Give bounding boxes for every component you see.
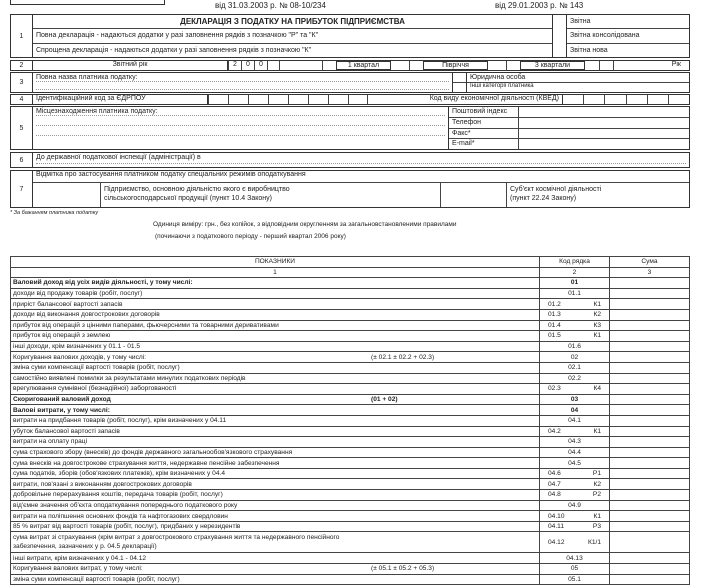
- declaration-title: ДЕКЛАРАЦІЯ З ПОДАТКУ НА ПРИБУТОК ПІДПРИЄМСТВА: [33, 15, 552, 29]
- row-label: [11, 479, 540, 490]
- row-label-text: самостійно виявлені помилки за результатами минулих податкових періодів: [13, 374, 246, 382]
- row-label: [11, 384, 540, 395]
- table-row: [11, 521, 690, 532]
- row-label-text: приріст балансової вартості запасів: [13, 300, 123, 308]
- row-label: [11, 458, 540, 469]
- row-label-text: 85 % витрат від вартості товарів (робіт, послуг), придбаних у нерезидентів: [13, 523, 241, 531]
- row-code-text: 01.4: [548, 321, 561, 329]
- row-code-text: 03: [570, 396, 579, 404]
- table-row: [11, 299, 690, 310]
- row-code: [540, 521, 610, 532]
- sum-input[interactable]: [610, 426, 690, 437]
- row-label: [11, 394, 540, 405]
- table-row: [11, 426, 690, 437]
- stamp-box: [10, 0, 165, 5]
- row-label-text: Коригування валових витрат, у тому числі:: [13, 565, 143, 573]
- row-code-text: 02.1: [568, 364, 581, 372]
- row-label-text: інші доходи, крім визначених у 01.1 - 01.5: [13, 343, 141, 351]
- row-mark: Р3: [592, 523, 601, 531]
- table-row: [11, 447, 690, 458]
- section-number: 6: [11, 153, 33, 167]
- year-digit[interactable]: 2: [228, 61, 241, 70]
- row-code: [540, 511, 610, 522]
- row-mark: Р1: [592, 470, 601, 478]
- fax-label: Факс*: [449, 129, 519, 139]
- sum-input[interactable]: [610, 394, 690, 405]
- agri-producer-label: Підприємство, основною діяльністю якого є виробництво: [104, 186, 290, 193]
- checkbox[interactable]: [322, 61, 336, 70]
- year-digit[interactable]: 0: [254, 61, 267, 70]
- row-code-text: 04.4: [568, 448, 581, 456]
- row-code-text: 01.3: [548, 311, 561, 319]
- email-input[interactable]: [519, 139, 689, 149]
- row-label-text: сума внесків на довгострокове страхування життя, недержавне пенсійне забезпечення: [13, 459, 280, 467]
- checkbox[interactable]: [453, 73, 466, 83]
- row-code-text: 04.3: [568, 438, 581, 446]
- sum-input[interactable]: [610, 320, 690, 331]
- row-label-text: сума страхового збору (внесків) до фондів державного загальнообов'язкового страхування: [13, 448, 293, 456]
- sum-input[interactable]: [610, 373, 690, 384]
- row-label-text: витрати, пов'язані з виконанням довгострокових договорів: [13, 480, 192, 488]
- row-code: [540, 341, 610, 352]
- row-formula: (± 05.1 ± 05.2 + 05.3): [371, 565, 435, 573]
- row-label: [11, 500, 540, 511]
- column-number: 2: [540, 267, 610, 278]
- row-label-text: зміна суми компенсації вартості товарів (робіт, послуг): [13, 575, 180, 583]
- row-code: [540, 458, 610, 469]
- row-label-text: Валовий доход від усіх видів діяльності, у тому числі:: [13, 279, 193, 287]
- agri-producer-ref: сільськогосподарської продукції (пункт 10.4 Закону): [104, 195, 272, 202]
- row-label: [11, 331, 540, 342]
- row-code: [540, 553, 610, 564]
- row-code-text: 01.1: [568, 290, 581, 298]
- row-label-text: зміна суми компенсації вартості товарів (робіт, послуг): [13, 364, 180, 372]
- sum-input[interactable]: [610, 564, 690, 575]
- row-label-text: прибуток від операцій з цінними паперами, фьючерсними та товарними деривативами: [13, 321, 279, 329]
- row-code: [540, 331, 610, 342]
- table-row: [11, 574, 690, 585]
- sum-input[interactable]: [610, 511, 690, 522]
- row-code-text: 04.10: [548, 512, 565, 520]
- row-code-text: 02.3: [548, 385, 561, 393]
- sum-input[interactable]: [610, 500, 690, 511]
- row-label: [11, 288, 540, 299]
- postal-code-input[interactable]: [519, 107, 689, 117]
- address-field[interactable]: Місцезнаходження платника податку:: [36, 108, 445, 116]
- row-code-text: 01: [570, 279, 579, 287]
- column-number: 1: [11, 267, 540, 278]
- table-row: [11, 500, 690, 511]
- phone-label: Телефон: [449, 118, 519, 128]
- footnote: * За бажанням платника податку: [10, 210, 99, 216]
- row-label-text: сума податків, зборів (обов'язкових платежів), крім визначених у 04.4: [13, 470, 226, 478]
- row-code-text: 04.11: [548, 523, 565, 531]
- row-label-text: Коригування валових доходів, у тому числі:: [13, 353, 147, 361]
- sum-input[interactable]: [610, 331, 690, 342]
- row-label: [11, 468, 540, 479]
- section-number: 5: [11, 107, 33, 149]
- row-code: [540, 384, 610, 395]
- row-label-text: забезпечення, зазначених у р. 04.5 декларації): [13, 543, 157, 551]
- table-row: [11, 468, 690, 479]
- reference-right: від 29.01.2003 р. № 143: [495, 1, 584, 10]
- row-label-text: прибуток від операцій з землею: [13, 332, 111, 340]
- checkbox[interactable]: [506, 61, 520, 70]
- taxpayer-name-field[interactable]: Повна назва платника податку:: [36, 74, 449, 82]
- table-row: [11, 341, 690, 352]
- checkbox[interactable]: [553, 15, 567, 57]
- table-row: [11, 415, 690, 426]
- checkbox[interactable]: [409, 61, 423, 70]
- row-label: [11, 341, 540, 352]
- row-label-text: витрати на оплату праці: [13, 438, 88, 446]
- row-code: [540, 299, 610, 310]
- table-row: [11, 437, 690, 448]
- row-code-text: 01.5: [548, 332, 561, 340]
- sum-input[interactable]: [610, 521, 690, 532]
- address-line[interactable]: [36, 126, 445, 136]
- sum-input[interactable]: [610, 479, 690, 490]
- checkbox[interactable]: [441, 183, 507, 207]
- edrpou-input[interactable]: [208, 95, 368, 104]
- table-row: [11, 278, 690, 289]
- units-period-note: (починаючи з податкового періоду - перший квартал 2006 року): [155, 233, 346, 240]
- table-row: [11, 362, 690, 373]
- row-code-text: 01.6: [568, 343, 581, 351]
- sum-input[interactable]: [610, 437, 690, 448]
- row-label: [11, 521, 540, 532]
- checkbox[interactable]: [453, 83, 466, 92]
- row-code-text: 04.6: [548, 470, 561, 478]
- row-code: [540, 437, 610, 448]
- table-row: [11, 479, 690, 490]
- table-row: [11, 373, 690, 384]
- postal-code-label: Поштовий індекс: [449, 107, 519, 117]
- row-code: [540, 468, 610, 479]
- row-mark: К2: [593, 311, 601, 319]
- row-label: [11, 362, 540, 373]
- row-code-text: 01.2: [548, 300, 561, 308]
- row-label: [11, 553, 540, 564]
- period-9-months[interactable]: 3 квартали: [520, 61, 585, 70]
- table-row: [11, 405, 690, 416]
- row-label-text: доходи від продажу товарів (робіт, послуг): [13, 290, 143, 298]
- sum-input[interactable]: [610, 415, 690, 426]
- row-label: [11, 490, 540, 501]
- reporting-year-label: Звітний рік: [33, 61, 228, 70]
- column-number: 3: [610, 267, 690, 278]
- row-mark: К1: [593, 332, 601, 340]
- address-line[interactable]: [36, 116, 445, 126]
- row-label-text: Валові витрати, у тому числі:: [13, 406, 110, 414]
- row-label: [11, 532, 540, 553]
- table-row: [11, 288, 690, 299]
- row-label-text: витрати на придбання товарів (робіт, послуг), крім визначених у 04.11: [13, 417, 227, 425]
- section-2: [10, 60, 690, 71]
- units-note: Одиниця виміру: грн., без копійок, з відповідним округленням за загальновстановленими правилами: [153, 221, 457, 228]
- row-code: [540, 352, 610, 363]
- row-mark: К4: [593, 385, 601, 393]
- row-label: [11, 437, 540, 448]
- sum-input[interactable]: [610, 447, 690, 458]
- sum-input[interactable]: [610, 458, 690, 469]
- section-1: [10, 14, 690, 58]
- section-5: [10, 106, 690, 150]
- row-mark: К1: [593, 512, 601, 520]
- row-code: [540, 479, 610, 490]
- indicators-table: [10, 256, 690, 585]
- full-declaration-option[interactable]: Повна декларація - надаються додатки у разі заповнення рядків з позначкою "Р" та "К": [33, 29, 552, 43]
- row-label-text: доходи від виконання довгострокових договорів: [13, 311, 160, 319]
- table-row: [11, 309, 690, 320]
- email-label: E-mail*: [449, 139, 519, 149]
- row-mark: К1: [593, 300, 601, 308]
- row-mark: К3: [593, 321, 601, 329]
- row-code: [540, 500, 610, 511]
- kved-input[interactable]: [563, 95, 689, 104]
- type-new[interactable]: Звітна нова: [570, 46, 608, 54]
- table-row: [11, 331, 690, 342]
- table-row: [11, 394, 690, 405]
- row-code: [540, 490, 610, 501]
- sum-input[interactable]: [610, 288, 690, 299]
- row-code-text: 04.7: [548, 480, 561, 488]
- section-number: 4: [11, 95, 33, 104]
- row-code-text: 04.5: [568, 459, 581, 467]
- row-formula: (01 + 02): [371, 396, 398, 404]
- table-row: [11, 352, 690, 363]
- sum-input[interactable]: [610, 574, 690, 585]
- section-number: 3: [11, 73, 33, 92]
- year-input[interactable]: [228, 61, 292, 70]
- section-number: 1: [11, 15, 33, 57]
- section-7: [10, 170, 690, 208]
- row-code-text: 04: [570, 406, 579, 414]
- section-number: 7: [11, 171, 33, 207]
- column-header: Сума: [610, 257, 690, 268]
- row-code: [540, 309, 610, 320]
- row-label: [11, 373, 540, 384]
- period-year[interactable]: Рік: [613, 61, 689, 70]
- sum-input[interactable]: [610, 362, 690, 373]
- row-code: [540, 362, 610, 373]
- taxpayer-name-line[interactable]: [36, 82, 449, 90]
- sum-input[interactable]: [610, 299, 690, 310]
- row-label-text: убуток балансової вартості запасів: [13, 427, 120, 435]
- period-half-year[interactable]: Півріччя: [423, 61, 488, 70]
- table-row: [11, 320, 690, 331]
- row-mark: К1: [593, 427, 601, 435]
- special-regime-label: Відмітка про застосування платником податку спеціальних режимів оподаткування: [33, 171, 689, 183]
- row-code: [540, 574, 610, 585]
- row-label: [11, 511, 540, 522]
- row-code-text: 05.1: [568, 575, 581, 583]
- type-reporting[interactable]: Звітна: [567, 15, 689, 29]
- row-label: [11, 278, 540, 289]
- row-label: [11, 426, 540, 437]
- simple-declaration-option[interactable]: Спрощена декларація - надаються додатки у разі заповнення рядків з позначкою "К": [36, 46, 312, 54]
- sum-input[interactable]: [610, 532, 690, 553]
- row-code-text: 04.12: [548, 538, 565, 546]
- row-label: [11, 309, 540, 320]
- row-label: [11, 574, 540, 585]
- row-code: [540, 288, 610, 299]
- row-label-text: витрати на поліпшення основних фондів та нафтогазових свердловин: [13, 512, 228, 520]
- row-code: [540, 373, 610, 384]
- sum-input[interactable]: [610, 468, 690, 479]
- row-label: [11, 352, 540, 363]
- year-digit[interactable]: [267, 61, 280, 70]
- row-code-text: 04.9: [568, 501, 581, 509]
- sum-input[interactable]: [610, 352, 690, 363]
- sum-input[interactable]: [610, 341, 690, 352]
- row-formula: (± 02.1 ± 02.2 + 02.3): [371, 353, 435, 361]
- table-row: [11, 458, 690, 469]
- phone-input[interactable]: [519, 118, 689, 128]
- row-code-text: 02: [570, 353, 579, 361]
- row-code-text: 02.2: [568, 374, 581, 382]
- checkbox[interactable]: [33, 183, 101, 207]
- section-number: 2: [11, 61, 33, 70]
- legal-entity-option[interactable]: Юридична особа: [467, 73, 689, 83]
- table-row: [11, 553, 690, 564]
- row-label-text: сума витрат зі страхування (крім витрат з довгострокового страхування життя та недержавного пенсійного: [13, 534, 340, 542]
- row-mark: Р2: [592, 491, 601, 499]
- checkbox[interactable]: [599, 61, 613, 70]
- row-code: [540, 415, 610, 426]
- row-label: [11, 405, 540, 416]
- sum-input[interactable]: [610, 309, 690, 320]
- row-label-text: інші витрати, крім визначених у 04.1 - 04.12: [13, 554, 147, 562]
- fax-input[interactable]: [519, 129, 689, 139]
- period-q1[interactable]: 1 квартал: [336, 61, 391, 70]
- sum-input[interactable]: [610, 405, 690, 416]
- row-code: [540, 320, 610, 331]
- column-header: Код рядка: [540, 257, 610, 268]
- section-4: [10, 94, 690, 105]
- row-code: [540, 447, 610, 458]
- row-mark: К2: [593, 480, 601, 488]
- row-label: [11, 447, 540, 458]
- row-code: [540, 394, 610, 405]
- row-label: [11, 320, 540, 331]
- section-6: [10, 152, 690, 168]
- row-code: [540, 564, 610, 575]
- row-label-text: Скоригований валовий доход: [13, 396, 111, 404]
- row-label: [11, 299, 540, 310]
- space-activity-ref: (пункт 22.24 Закону): [510, 195, 577, 202]
- row-code-text: 04.13: [566, 554, 583, 562]
- space-activity-label: Суб'єкт космічної діяльності: [510, 186, 602, 193]
- sum-input[interactable]: [610, 490, 690, 501]
- table-row: [11, 511, 690, 522]
- row-label: [11, 415, 540, 426]
- row-code-text: 04.2: [548, 427, 561, 435]
- row-mark: К1/1: [587, 538, 601, 546]
- table-row: [11, 384, 690, 395]
- row-code: [540, 426, 610, 437]
- edrpou-label: Ідентифікаційний код за ЄДРПОУ: [33, 95, 208, 104]
- row-label-text: від'ємне значення об'єкта оподаткування попереднього податкового року: [13, 501, 238, 509]
- row-label-text: врегулювання сумнівної (безнадійної) заборгованості: [13, 385, 177, 393]
- sum-input[interactable]: [610, 384, 690, 395]
- row-code: [540, 405, 610, 416]
- year-digit[interactable]: 0: [241, 61, 254, 70]
- table-row: [11, 564, 690, 575]
- row-code: [540, 532, 610, 553]
- type-consolidated[interactable]: Звітна консолідована: [567, 29, 689, 43]
- table-row: [11, 490, 690, 501]
- sum-input[interactable]: [610, 553, 690, 564]
- row-code: [540, 278, 610, 289]
- row-code-text: 05: [570, 565, 579, 573]
- other-category-option[interactable]: Інші категорії платника: [470, 83, 534, 89]
- reference-left: від 31.03.2003 р. № 08-10/234: [215, 1, 326, 10]
- kved-label: Код виду економічної діяльності (КВЕД): [368, 95, 563, 104]
- row-label-text: добровільне перерахування коштів, передача товарів (робіт, послуг): [13, 491, 223, 499]
- sum-input[interactable]: [610, 278, 690, 289]
- row-code-text: 04.8: [548, 491, 561, 499]
- column-header: ПОКАЗНИКИ: [11, 257, 540, 268]
- tax-office-field[interactable]: До державної податкової інспекції (адміністрації) в: [36, 154, 686, 164]
- row-label: [11, 564, 540, 575]
- section-3: [10, 72, 690, 93]
- row-code-text: 04.1: [568, 417, 581, 425]
- table-row: [11, 532, 690, 553]
